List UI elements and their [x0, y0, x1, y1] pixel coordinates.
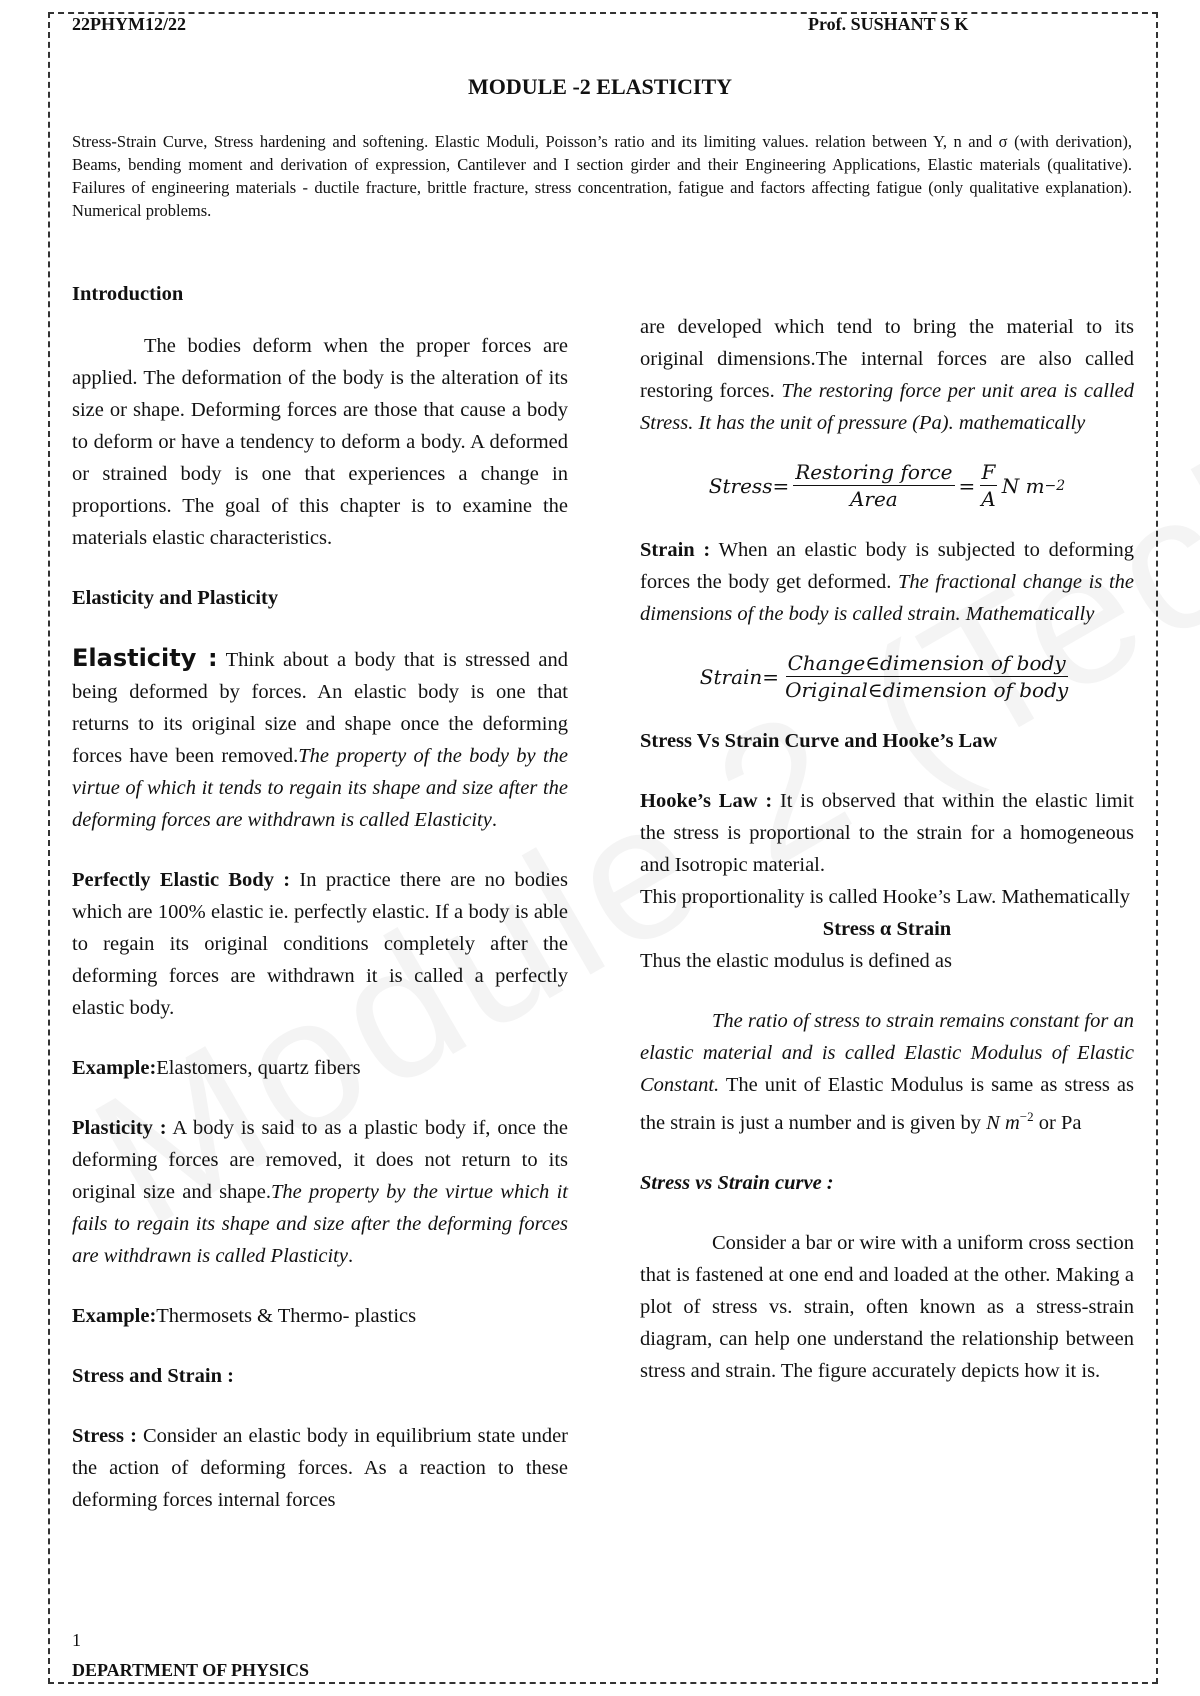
- example-label: Example:: [72, 1305, 157, 1327]
- modulus-unit-exponent: −2: [1019, 1109, 1034, 1124]
- example-plastic-text: Thermosets & Thermo- plastics: [156, 1305, 417, 1327]
- strain-eq-lhs: Strain=: [699, 664, 780, 689]
- stress-unit-exponent: −2: [1044, 477, 1066, 494]
- strain-fraction: [783, 650, 1070, 703]
- hooke-paragraph: [640, 785, 1134, 881]
- force-symbol: F: [981, 460, 996, 484]
- curve-heading: Stress vs Strain curve :: [640, 1171, 834, 1194]
- intro-heading: Introduction: [72, 283, 184, 305]
- stress-strain-heading: Stress and Strain :: [72, 1365, 234, 1387]
- plasticity-definition: The property by the virtue which it fails to regain its shape and size after the deforming forces are withdrawn is called Plasticity: [72, 1181, 568, 1267]
- example-elastic-text: Elastomers, quartz fibers: [156, 1057, 361, 1079]
- stress-numerator: Restoring force: [795, 460, 953, 484]
- area-symbol: A: [981, 487, 996, 511]
- plasticity-paragraph: Plasticity : A body is said to as a plastic body if, once the deforming forces are removed, it does not return to its original size and shape.The property by the virtue which it fails to regain its shape and size after the deforming forces are withdrawn is called Plasticity.: [72, 1117, 568, 1267]
- stress-definition: The restoring force per unit area is called Stress. It has the unit of pressure (Pa). mathematically: [640, 380, 1134, 434]
- strain-numerator: Change∈dimension of body: [787, 651, 1066, 675]
- syllabus-text: Stress-Strain Curve, Stress hardening and softening. Elastic Moduli, Poisson’s ratio and its limiting values. relation between Y, n and σ (with derivation), Beams, bending moment and derivation of expression, Cantilever and I section girder and their Engineering Applications, Elastic materials (qualitative). Failures of engineering materials - ductile fracture, brittle fracture, stress concentration, fatigue and factors affecting fatigue (only qualitative explanation). Numerical problems.: [72, 132, 1132, 220]
- curve-paragraph: Consider a bar or wire with a uniform cross section that is fastened at one end and loaded at the other. Making a plot of stress vs. strain, often known as a stress-strain diagram, can help one understand the relationship between stress and strain. The figure accurately depicts how it is.: [640, 1231, 1134, 1382]
- plasticity-term: Plasticity :: [72, 1117, 167, 1139]
- force-area-fraction: [979, 459, 997, 512]
- right-column: [640, 311, 1134, 1387]
- example-elastic: [72, 1052, 568, 1084]
- perfectly-elastic-term: Perfectly Elastic Body :: [72, 869, 291, 891]
- modulus-definition: The ratio of stress to strain remains constant for an elastic material and is called Elastic Modulus of Elastic Constant.: [640, 1010, 1134, 1096]
- strain-definition: The fractional change is the dimensions of the body is called strain. Mathematically: [640, 571, 1134, 625]
- modulus-unit: N m: [986, 1111, 1020, 1134]
- left-column: [72, 278, 568, 1516]
- stress-text: Consider an elastic body in equilibrium state under the action of deforming forces. As a reaction to these deforming forces internal forces: [72, 1425, 568, 1511]
- stress-equation: [640, 459, 1134, 512]
- strain-paragraph: [640, 534, 1134, 630]
- proportionality-statement: Stress α Strain: [822, 918, 952, 940]
- stress-continued: [640, 311, 1134, 439]
- strain-term: Strain :: [640, 539, 711, 561]
- page-number: 1: [72, 1630, 81, 1650]
- stress-term: Stress :: [72, 1425, 137, 1447]
- modulus-end: or Pa: [1033, 1111, 1082, 1134]
- page-title: MODULE -2 ELASTICITY: [467, 74, 733, 99]
- hooke-text: It is observed that within the elastic limit the stress is proportional to the strain for a homogeneous and Isotropic material.: [640, 790, 1134, 876]
- elasticity-paragraph: Elasticity : Think about a body that is stressed and being deformed by forces. An elastic body is one that returns to its original size and shape once the deforming forces have been removed.The property of the body by the virtue of which it tends to regain its shape and size after the deforming forces are withdrawn is called Elasticity.: [72, 644, 569, 831]
- stress-fraction: [793, 459, 954, 512]
- elasticity-plasticity-heading: Elasticity and Plasticity: [72, 587, 279, 609]
- hooke-term: Hooke’s Law :: [640, 790, 773, 812]
- stress-denominator: Area: [849, 487, 898, 511]
- course-code: 22PHYM12/22: [72, 14, 186, 34]
- perfectly-elastic-paragraph: [72, 864, 568, 1024]
- stress-eq-equals: =: [958, 473, 976, 498]
- strain-text: When an elastic body is subjected to deforming forces the body get deformed.: [640, 539, 1135, 593]
- department-name: DEPARTMENT OF PHYSICS: [72, 1660, 310, 1680]
- modulus-paragraph: [640, 1005, 1134, 1139]
- example-plastic: [72, 1300, 568, 1332]
- elasticity-definition: The property of the body by the virtue of which it tends to regain its shape and size after the deforming forces are withdrawn is called Elasticity: [72, 745, 568, 831]
- stress-paragraph: [72, 1420, 568, 1516]
- stress-unit: N m: [1001, 473, 1045, 498]
- strain-denominator: Original∈dimension of body: [785, 678, 1069, 702]
- modulus-text: The unit of Elastic Modulus is same as stress as the strain is just a number and is given by: [640, 1074, 1134, 1134]
- author-name: Prof. SUSHANT S K: [808, 14, 969, 34]
- plasticity-text: A body is said to as a plastic body if, once the deforming forces are removed, it does not return to its original size and shape.: [72, 1117, 568, 1203]
- elasticity-term: Elasticity :: [72, 644, 218, 672]
- stress-eq-lhs: Stress=: [708, 473, 790, 498]
- hooke-heading: Stress Vs Strain Curve and Hooke’s Law: [640, 730, 998, 752]
- intro-paragraph: The bodies deform when the proper forces are applied. The deformation of the body is the alteration of its size or shape. Deforming forces are those that cause a body to deform or have a tendency to deform a body. A deformed or strained body is one that experiences a change in proportions. The goal of this chapter is to examine the materials elastic characteristics.: [72, 335, 568, 549]
- example-label: Example:: [72, 1057, 157, 1079]
- strain-equation: [640, 650, 1134, 703]
- stress-continued-text: are developed which tend to bring the material to its original dimensions.The internal forces are also called restoring forces.: [640, 316, 1134, 402]
- hooke-paragraph-2: This proportionality is called Hooke’s Law. Mathematically: [640, 886, 1130, 908]
- elasticity-text: Think about a body that is stressed and being deformed by forces. An elastic body is one that returns to its original size and shape once the deforming forces have been removed.: [72, 649, 569, 767]
- modulus-intro: Thus the elastic modulus is defined as: [640, 950, 952, 972]
- perfectly-elastic-text: In practice there are no bodies which are 100% elastic ie. perfectly elastic. If a body is able to regain its original conditions completely after the deforming forces are withdrawn it is called a perfectly elastic body.: [72, 869, 568, 1019]
